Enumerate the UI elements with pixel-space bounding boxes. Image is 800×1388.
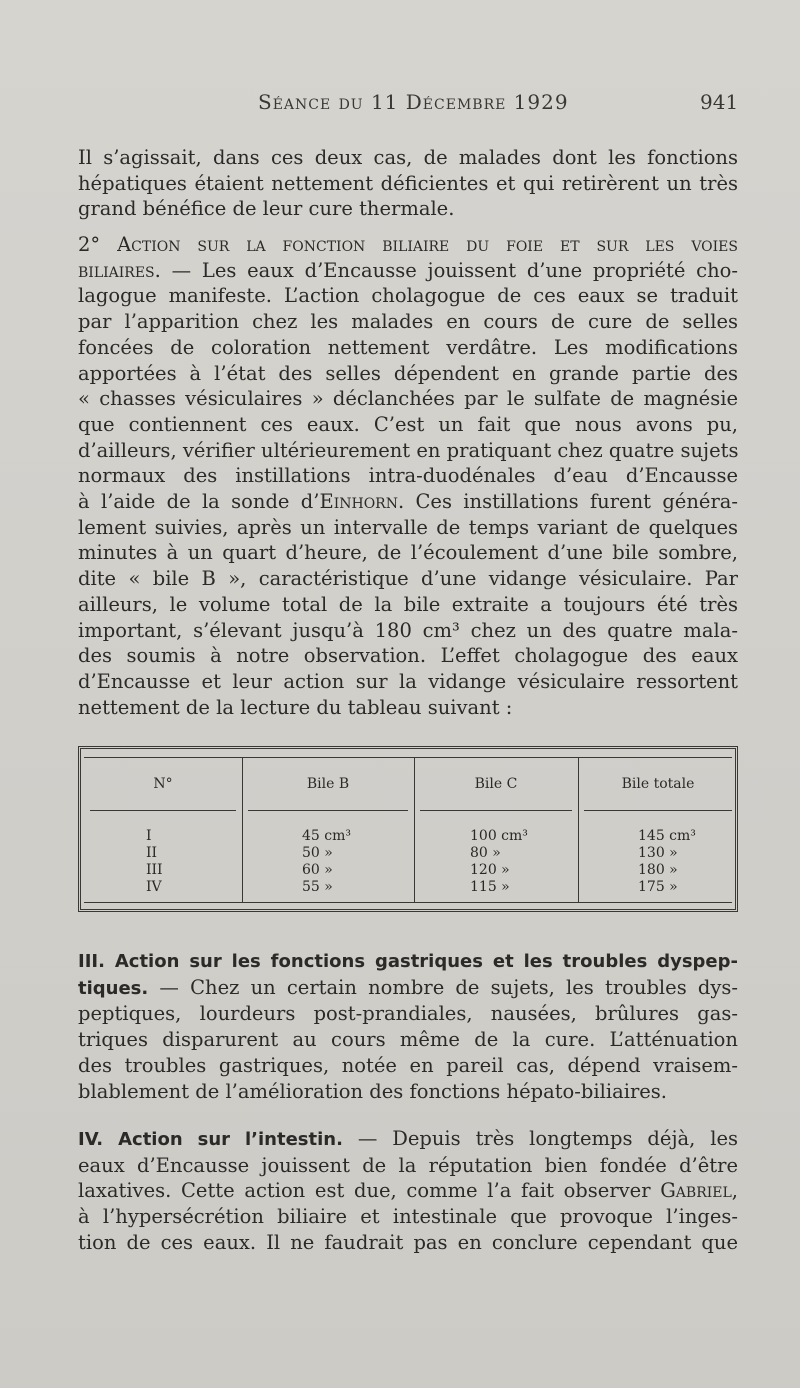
table-header-cell: Bile B: [306, 776, 350, 792]
text-line: eaux d’Encausse jouissent de la réputation bien fondée d’être: [78, 1153, 738, 1177]
text-line: Il s’agissait, dans ces deux cas, de malades dont les fonctions: [78, 146, 738, 169]
section-heading-biliary: 2° Action sur la fonction biliaire du foie et sur les voies: [78, 233, 738, 256]
table-cell: 80 »: [470, 845, 501, 861]
author-name-einhorn: Einhorn: [319, 490, 398, 514]
text-line: [78, 489, 738, 515]
table-cell: II: [146, 845, 158, 861]
text-fragment: . Ces instillations furent généra-: [397, 490, 738, 514]
table-cell: IV: [146, 879, 162, 895]
text-line: blablement de l’amélioration des fonctions hépato-biliaires.: [78, 1079, 668, 1103]
section-heading-intestine: IV. Action sur l’intestin.: [78, 1129, 343, 1150]
table-cell: III: [146, 862, 163, 878]
paragraph-intestinal-action: [78, 1126, 738, 1256]
header-rule: [248, 810, 408, 811]
text-line: normaux des instillations intra-duodénales d’eau d’Encausse: [78, 464, 738, 488]
table-cell: 145 cm³: [638, 828, 696, 844]
text-line: peptiques, lourdeurs post-prandiales, nausées, brûlures gas-: [78, 1002, 738, 1026]
text-line: « chasses vésiculaires » déclanchées par le sulfate de magnésie: [78, 387, 738, 411]
text-line: des troubles gastriques, notée en pareil cas, dépend vraisem-: [78, 1053, 738, 1077]
table-cell: 175 »: [638, 879, 678, 895]
table-header-cell: Bile totale: [621, 776, 695, 792]
text-line: minutes à un quart d’heure, de l’écoulement d’une bile sombre,: [78, 541, 738, 565]
text-line: foncées de coloration nettement verdâtre. Les modifications: [78, 335, 738, 359]
bile-volume-table: [78, 746, 738, 912]
table-cell: 50 »: [302, 845, 333, 861]
text-line: grand bénéfice de leur cure thermale.: [78, 197, 455, 221]
running-header: [0, 90, 800, 120]
text-line: lagogue manifeste. L’action cholagogue de ces eaux se traduit: [78, 284, 738, 308]
table-body: [84, 757, 732, 903]
paragraph-gastric-action: [78, 948, 738, 1104]
text-line: d’ailleurs, vérifier ultérieurement en pratiquant chez quatre sujets: [78, 438, 739, 462]
table-column-bile-c: [414, 758, 578, 902]
text-fragment: — Chez un certain nombre de sujets, les troubles dys-: [148, 975, 738, 999]
table-cell: 180 »: [638, 862, 678, 878]
table-cell: 100 cm³: [470, 828, 528, 844]
text-line: [78, 1178, 738, 1204]
text-fragment: ,: [731, 1179, 738, 1203]
text-line: à l’hypersécrétion biliaire et intestinale que provoque l’inges-: [78, 1205, 738, 1229]
author-name-gabriel: Gabriel: [660, 1179, 732, 1203]
table-header-cell: N°: [153, 776, 173, 792]
table-cell: I: [146, 828, 152, 844]
text-fragment: — Les eaux d’Encausse jouissent d’une propriété cho-: [160, 258, 738, 282]
text-line: hépatiques étaient nettement déficientes et qui retirèrent un très: [78, 171, 738, 195]
text-line: apportées à l’état des selles dépendent en grande partie des: [78, 361, 738, 385]
header-rule: [420, 810, 572, 811]
text-line: triques disparurent au cours même de la cure. L’atténuation: [78, 1028, 738, 1052]
text-fragment: à l’aide de la sonde d’: [78, 490, 320, 514]
text-line: ailleurs, le volume total de la bile extraite a toujours été très: [78, 592, 738, 616]
table-cell: 115 »: [470, 879, 510, 895]
section-heading-gastric-end: tiques.: [78, 977, 149, 999]
paragraph-biliary-action: [78, 232, 738, 720]
table-cell: 130 »: [638, 845, 678, 861]
page-number: 941: [700, 90, 739, 114]
text-fragment: laxatives. Cette action est due, comme l’a fait observer: [78, 1179, 661, 1203]
section-heading-biliary-end: biliaires.: [78, 258, 161, 282]
text-line: lement suivies, après un intervalle de temps variant de quelques: [78, 515, 738, 539]
text-line: [78, 258, 738, 284]
paragraph-hepatic-conclusion: [78, 145, 738, 222]
text-line: que contiennent ces eaux. C’est un fait que nous avons pu,: [78, 412, 738, 436]
text-line: important, s’élevant jusqu’à 180 cm³ chez un des quatre mala-: [78, 618, 738, 642]
text-line: [78, 948, 738, 975]
table-column-bile-b: [242, 758, 414, 902]
text-line: [78, 1126, 738, 1153]
table-cell: 120 »: [470, 862, 510, 878]
table-column-bile-total: [578, 758, 738, 902]
table-cell: 45 cm³: [302, 828, 351, 844]
text-line: d’Encausse et leur action sur la vidange vésiculaire ressortent: [78, 669, 738, 693]
table-column-number: [84, 758, 242, 902]
text-line: des soumis à notre observation. L’effet cholagogue des eaux: [78, 644, 738, 668]
table-cell: 60 »: [302, 862, 333, 878]
header-rule: [584, 810, 732, 811]
header-rule: [90, 810, 236, 811]
section-heading-gastric: III. Action sur les fonctions gastriques et les troubles dyspep-: [78, 951, 738, 972]
text-line: tion de ces eaux. Il ne faudrait pas en conclure cependant que: [78, 1230, 738, 1254]
header-title: Séance du 11 Décembre 1929: [258, 90, 569, 114]
table-cell: 55 »: [302, 879, 333, 895]
text-line: dite « bile B », caractéristique d’une vidange vésiculaire. Par: [78, 567, 738, 591]
text-line: nettement de la lecture du tableau suivant :: [78, 695, 513, 719]
text-fragment: — Depuis très longtemps déjà, les: [342, 1127, 738, 1150]
text-line: par l’apparition chez les malades en cours de cure de selles: [78, 310, 738, 334]
text-line: [78, 975, 738, 1002]
table-header-cell: Bile C: [474, 776, 518, 792]
